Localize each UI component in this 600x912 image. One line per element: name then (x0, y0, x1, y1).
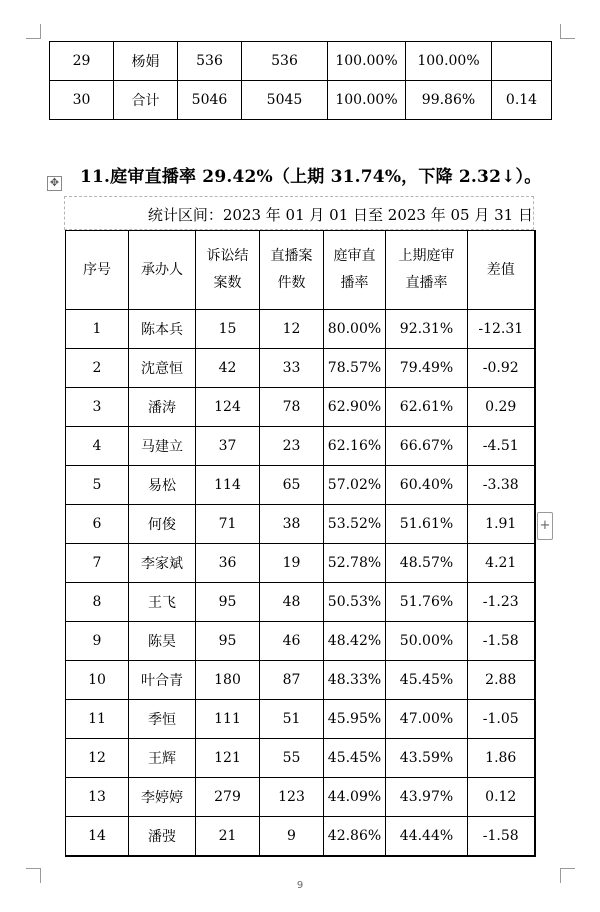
table-cell: 1 (66, 310, 129, 349)
table-cell: 42 (196, 349, 260, 388)
table-cell: 66.67% (386, 427, 468, 466)
column-header-line: 上期庭审 (398, 248, 455, 264)
table-cell: -1.58 (468, 622, 535, 661)
table-cell: 48.33% (324, 661, 386, 700)
table-cell: 123 (260, 778, 324, 817)
table-row (50, 42, 552, 81)
table-row (66, 544, 535, 583)
table-cell: 48.57% (386, 544, 468, 583)
table-cell: 180 (196, 661, 260, 700)
table-cell: 8 (66, 583, 129, 622)
table-row (66, 505, 535, 544)
column-header-line: 件数 (277, 275, 306, 291)
table-cell: -1.23 (468, 583, 535, 622)
table-cell: 92.31% (386, 310, 468, 349)
table-cell: 52.78% (324, 544, 386, 583)
table-cell: 潘弢 (129, 817, 196, 857)
table-cell: 95 (196, 583, 260, 622)
table-cell: 陈昊 (129, 622, 196, 661)
table-cell: 111 (196, 700, 260, 739)
table-cell: 99.86% (406, 81, 492, 120)
table-row (66, 817, 535, 857)
table-cell: 55 (260, 739, 324, 778)
table-cell: 48.42% (324, 622, 386, 661)
table-cell: 36 (196, 544, 260, 583)
table-cell: 100.00% (328, 42, 406, 81)
stat-range-text: 统计区间：2023 年 01 月 01 日至 2023 年 05 月 31 日 (147, 206, 533, 224)
table-cell: 51.76% (386, 583, 468, 622)
table-cell: 30 (50, 81, 114, 120)
table-cell: 44.44% (386, 817, 468, 857)
table-cell: -12.31 (468, 310, 535, 349)
table-row (66, 778, 535, 817)
table-cell: 王辉 (129, 739, 196, 778)
table-cell: 沈意恒 (129, 349, 196, 388)
table-cell: 48 (260, 583, 324, 622)
table-cell: 潘涛 (129, 388, 196, 427)
column-header-line: 诉讼结 (206, 248, 249, 264)
table-cell: 0.29 (468, 388, 535, 427)
table-cell: -4.51 (468, 427, 535, 466)
table-cell: 62.61% (386, 388, 468, 427)
section-heading: 11.庭审直播率 29.42%（上期 31.74%，下降 2.32↓）。 (80, 167, 542, 187)
table-cell: 合计 (114, 81, 178, 120)
table-row (66, 700, 535, 739)
table-cell: 何俊 (129, 505, 196, 544)
table-cell (492, 42, 552, 81)
column-header (260, 231, 324, 310)
table-cell: 21 (196, 817, 260, 857)
page-corner-mark-top-right (560, 24, 575, 39)
column-header (66, 231, 129, 310)
column-header (129, 231, 196, 310)
table-cell: 李婷婷 (129, 778, 196, 817)
table-cell: 51.61% (386, 505, 468, 544)
table-cell: 13 (66, 778, 129, 817)
column-header (386, 231, 468, 310)
table-cell: 51 (260, 700, 324, 739)
trial-broadcast-table (65, 230, 536, 857)
page-corner-mark-top-left (26, 24, 41, 39)
table-cell: 易松 (129, 466, 196, 505)
table-cell: 45.95% (324, 700, 386, 739)
table-cell: 62.90% (324, 388, 386, 427)
table-cell: 95 (196, 622, 260, 661)
table-cell: 100.00% (328, 81, 406, 120)
table-cell: 46 (260, 622, 324, 661)
table-cell: 42.86% (324, 817, 386, 857)
table-cell: 0.12 (468, 778, 535, 817)
column-header-line: 序号 (83, 261, 111, 278)
table-row (50, 81, 552, 120)
table-cell: 29 (50, 42, 114, 81)
table-row (66, 583, 535, 622)
table-cell: 季恒 (129, 700, 196, 739)
table-row (66, 427, 535, 466)
table-cell: 5 (66, 466, 129, 505)
table-header-row (66, 231, 535, 310)
table-cell: 87 (260, 661, 324, 700)
table-cell: 43.59% (386, 739, 468, 778)
table-cell: 王飞 (129, 583, 196, 622)
table-cell: 12 (260, 310, 324, 349)
table-row (66, 310, 535, 349)
table-row (66, 622, 535, 661)
table-cell: 3 (66, 388, 129, 427)
table-cell: 65 (260, 466, 324, 505)
table-cell: -0.92 (468, 349, 535, 388)
table-cell: 4.21 (468, 544, 535, 583)
table-cell: 2 (66, 349, 129, 388)
plus-icon: + (539, 518, 551, 533)
table-body (66, 310, 535, 857)
table-cell: 1.91 (468, 505, 535, 544)
table-cell: 78.57% (324, 349, 386, 388)
table-cell: 47.00% (386, 700, 468, 739)
column-header (196, 231, 260, 310)
table-row (66, 388, 535, 427)
table-cell: 杨娟 (114, 42, 178, 81)
table-cell: 114 (196, 466, 260, 505)
table-cell: 6 (66, 505, 129, 544)
add-column-handle[interactable] (537, 512, 553, 540)
table-row (66, 739, 535, 778)
table-cell: 38 (260, 505, 324, 544)
table-cell: 37 (196, 427, 260, 466)
table-cell: 叶合青 (129, 661, 196, 700)
table-cell: 9 (66, 622, 129, 661)
table-row (66, 349, 535, 388)
table-cell: 62.16% (324, 427, 386, 466)
table-cell: 4 (66, 427, 129, 466)
previous-table-body (50, 42, 552, 120)
table-cell: 0.14 (492, 81, 552, 120)
table-cell: 12 (66, 739, 129, 778)
previous-table-fragment (49, 41, 552, 120)
table-cell: 10 (66, 661, 129, 700)
table-row (66, 466, 535, 505)
table-cell: 5045 (242, 81, 328, 120)
table-cell: 121 (196, 739, 260, 778)
table-cell: 60.40% (386, 466, 468, 505)
table-cell: 80.00% (324, 310, 386, 349)
table-cell: 50.53% (324, 583, 386, 622)
table-cell: 14 (66, 817, 129, 857)
table-cell: 2.88 (468, 661, 535, 700)
table-move-handle[interactable] (47, 176, 62, 191)
table-cell: 536 (242, 42, 328, 81)
table-cell: 23 (260, 427, 324, 466)
table-cell: 100.00% (406, 42, 492, 81)
table-cell: 11 (66, 700, 129, 739)
table-cell: 78 (260, 388, 324, 427)
column-header-line: 播率 (340, 275, 369, 291)
column-header-line: 差值 (486, 261, 515, 278)
column-header (324, 231, 386, 310)
table-cell: 45.45% (386, 661, 468, 700)
table-cell: 71 (196, 505, 260, 544)
table-cell: 李家斌 (129, 544, 196, 583)
column-header-line: 案数 (213, 275, 242, 291)
table-cell: 279 (196, 778, 260, 817)
table-cell: 7 (66, 544, 129, 583)
table-cell: 9 (260, 817, 324, 857)
table-cell: -3.38 (468, 466, 535, 505)
table-cell: -1.58 (468, 817, 535, 857)
table-cell: 53.52% (324, 505, 386, 544)
column-header (468, 231, 535, 310)
table-cell: 15 (196, 310, 260, 349)
table-cell: 1.86 (468, 739, 535, 778)
table-cell: 陈本兵 (129, 310, 196, 349)
table-cell: 33 (260, 349, 324, 388)
table-cell: 43.97% (386, 778, 468, 817)
table-cell: 45.45% (324, 739, 386, 778)
stat-range-box (64, 196, 534, 230)
column-header-line: 庭审直 (333, 248, 376, 264)
table-cell: 79.49% (386, 349, 468, 388)
column-header-line: 直播案 (270, 248, 313, 264)
table-cell: 50.00% (386, 622, 468, 661)
table-cell: 马建立 (129, 427, 196, 466)
table-cell: 5046 (178, 81, 242, 120)
table-cell: 536 (178, 42, 242, 81)
table-cell: 124 (196, 388, 260, 427)
table-cell: 57.02% (324, 466, 386, 505)
column-header-line: 承办人 (141, 261, 183, 278)
table-cell: 44.09% (324, 778, 386, 817)
table-cell: -1.05 (468, 700, 535, 739)
column-header-line: 直播率 (405, 275, 448, 291)
page-number: 9 (296, 880, 304, 891)
table-cell: 19 (260, 544, 324, 583)
table-row (66, 661, 535, 700)
move-cross-icon: ✥ (49, 176, 60, 189)
